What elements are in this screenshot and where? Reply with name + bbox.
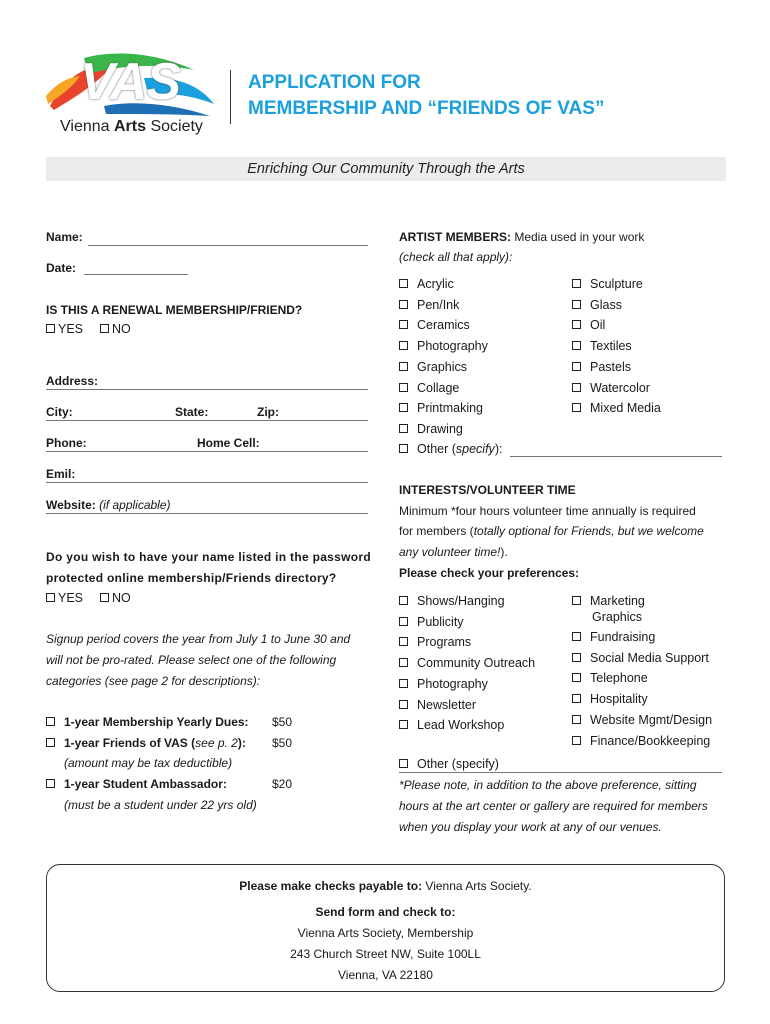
pref-col1-label: Programs	[417, 635, 472, 650]
pref-col1-checkbox[interactable]	[399, 700, 408, 709]
pref-col2-item	[572, 630, 655, 644]
directory-no-checkbox[interactable]	[100, 593, 109, 602]
media-col2-checkbox[interactable]	[572, 341, 581, 350]
media-col2-item	[572, 360, 631, 374]
pref-col1-item	[399, 698, 476, 712]
media-col2-item	[572, 401, 661, 415]
pref-col1-checkbox[interactable]	[399, 679, 408, 688]
header-divider	[230, 70, 231, 124]
media-col1-item	[399, 318, 470, 332]
renewal-yes-checkbox[interactable]	[46, 324, 55, 333]
email-field[interactable]	[46, 482, 368, 483]
sitting-note-3: when you display your work at any of our venues.	[399, 820, 662, 834]
pref-col2-checkbox[interactable]	[572, 694, 581, 703]
media-col1-item	[399, 401, 483, 415]
category-student-checkbox[interactable]	[46, 779, 55, 788]
phone-label: Phone:	[46, 436, 87, 450]
send-form-line: Send form and check to:	[315, 905, 456, 919]
media-col2-item	[572, 381, 650, 395]
renewal-no-label: NO	[111, 322, 131, 336]
mail-address-3: Vienna, VA 22180	[338, 968, 433, 982]
logo-vas-text: VAS	[80, 53, 181, 111]
email-label: Emil:	[46, 467, 76, 481]
media-col1-label: Graphics	[417, 359, 468, 374]
artist-members-heading-row	[399, 230, 644, 244]
pref-col1-item	[399, 615, 464, 629]
website-label: Website:	[46, 498, 96, 512]
pref-col2-checkbox[interactable]	[572, 596, 581, 605]
media-col2-item	[572, 339, 632, 353]
renewal-yes-label: YES	[58, 322, 84, 336]
pref-col2-item	[572, 713, 712, 727]
media-col1-label: Acrylic	[417, 277, 454, 291]
checks-payable-line: Please make checks payable to: Vienna Arts Society.	[239, 879, 532, 893]
pref-col2-label: Website Mgmt/Design	[590, 713, 713, 727]
pref-col2-label: Telephone	[590, 671, 648, 685]
pref-col2-checkbox[interactable]	[572, 632, 581, 641]
pref-col1-item	[399, 718, 504, 732]
media-col1-checkbox[interactable]	[399, 403, 408, 412]
media-col1-item	[399, 422, 463, 436]
volunteer-minimum-1: Minimum *four hours volunteer time annually is required	[399, 504, 696, 518]
media-col1-checkbox[interactable]	[399, 320, 408, 329]
pref-other-field[interactable]	[399, 772, 722, 773]
media-col1-item	[399, 360, 467, 374]
media-col2-item	[572, 298, 622, 312]
directory-yes-checkbox[interactable]	[46, 593, 55, 602]
directory-options	[46, 591, 131, 605]
address-label: Address:	[46, 374, 99, 388]
media-col1-label: Drawing	[417, 421, 463, 436]
pref-col1-item	[399, 656, 535, 670]
pref-col1-checkbox[interactable]	[399, 596, 408, 605]
directory-question-1: Do you wish to have your name listed in the password	[46, 550, 371, 564]
artist-media-text: Media used in your work	[511, 230, 645, 244]
pref-col2-label: Hospitality	[590, 692, 648, 706]
mail-address-1: Vienna Arts Society, Membership	[297, 926, 474, 940]
pref-col1-label: Newsletter	[417, 697, 477, 712]
pref-col2-label: Finance/Bookkeeping	[590, 734, 711, 748]
media-col1-checkbox[interactable]	[399, 279, 408, 288]
media-other-row: Other (specify):	[399, 442, 502, 456]
media-col1-checkbox[interactable]	[399, 300, 408, 309]
category-student-label: 1-year Student Ambassador:	[64, 777, 227, 791]
directory-no-label: NO	[111, 591, 131, 605]
media-col2-checkbox[interactable]	[572, 383, 581, 392]
media-col1-label: Printmaking	[417, 401, 483, 416]
pref-col1-item	[399, 677, 488, 691]
pref-col2-checkbox[interactable]	[572, 736, 581, 745]
media-col1-label: Pen/Ink	[417, 297, 460, 312]
date-label: Date:	[46, 261, 77, 275]
zip-label: Zip:	[257, 405, 279, 419]
city-state-zip-field[interactable]	[46, 420, 368, 421]
category-student-price: $20	[272, 777, 293, 791]
directory-yes-label: YES	[58, 591, 84, 605]
website-label-row	[46, 498, 171, 512]
media-col1-item	[399, 277, 454, 291]
media-col1-item	[399, 339, 488, 353]
media-col2-label: Sculpture	[590, 277, 643, 291]
date-field[interactable]	[84, 274, 188, 275]
media-col2-label: Watercolor	[590, 380, 650, 395]
page-title-line1: APPLICATION FOR	[248, 72, 421, 93]
pref-col2-label: Marketing	[590, 594, 645, 608]
artist-members-heading: ARTIST MEMBERS:	[399, 230, 511, 244]
pref-col2-label: Graphics	[592, 610, 643, 624]
category-student-note: (must be a student under 22 yrs old)	[64, 798, 257, 812]
category-membership-checkbox[interactable]	[46, 717, 55, 726]
media-col1-checkbox[interactable]	[399, 341, 408, 350]
sitting-note-1: *Please note, in addition to the above preference, sitting	[399, 778, 697, 792]
pref-col1-checkbox[interactable]	[399, 720, 408, 729]
pref-col1-label: Shows/Hanging	[417, 594, 505, 608]
category-friends-checkbox[interactable]	[46, 738, 55, 747]
city-label: City:	[46, 405, 73, 419]
category-membership-label: 1-year Membership Yearly Dues:	[64, 715, 249, 729]
media-col1-label: Ceramics	[417, 318, 470, 333]
pref-col2-item	[572, 651, 709, 665]
vas-logo	[44, 48, 216, 140]
website-field[interactable]	[46, 513, 368, 514]
pref-col2-item	[572, 734, 710, 748]
pref-col1-label: Photography	[417, 676, 488, 691]
pref-other-row	[399, 757, 499, 771]
website-note: (if applicable)	[99, 498, 171, 512]
pref-col2-item	[592, 610, 642, 624]
interests-heading: INTERESTS/VOLUNTEER TIME	[399, 483, 576, 497]
category-student	[46, 777, 227, 791]
media-col1-checkbox[interactable]	[399, 362, 408, 371]
media-col2-label: Pastels	[590, 359, 631, 374]
media-col2-label: Mixed Media	[590, 401, 661, 416]
media-col2-checkbox[interactable]	[572, 300, 581, 309]
phone-field[interactable]	[46, 451, 368, 452]
pref-col2-label: Fundraising	[590, 630, 656, 644]
artist-check-note: (check all that apply):	[399, 250, 513, 264]
media-col2-label: Glass	[590, 297, 622, 312]
media-col2-checkbox[interactable]	[572, 279, 581, 288]
mail-address-2: 243 Church Street NW, Suite 100LL	[290, 947, 481, 961]
media-col2-item	[572, 277, 643, 291]
signup-text-1: Signup period covers the year from July 1 to June 30 and	[46, 632, 351, 646]
media-other-checkbox[interactable]	[399, 444, 408, 453]
media-col2-item	[572, 318, 605, 332]
category-friends-price: $50	[272, 736, 293, 750]
category-friends: 1-year Friends of VAS (see p. 2):	[46, 736, 246, 750]
pref-col2-item	[572, 671, 648, 685]
payment-info-box	[46, 864, 725, 992]
pref-col2-label: Social Media Support	[590, 651, 709, 665]
renewal-question: IS THIS A RENEWAL MEMBERSHIP/FRIEND?	[46, 303, 303, 317]
logo-subtitle: Vienna Arts Society	[60, 118, 203, 135]
pref-col2-item	[572, 594, 645, 608]
pref-col1-checkbox[interactable]	[399, 658, 408, 667]
pref-col2-checkbox[interactable]	[572, 673, 581, 682]
media-col2-checkbox[interactable]	[572, 320, 581, 329]
media-col1-label: Photography	[417, 339, 488, 354]
tagline-bar: Enriching Our Community Through the Arts	[46, 157, 726, 181]
pref-col2-checkbox[interactable]	[572, 715, 581, 724]
signup-text-3: categories (see page 2 for descriptions):	[46, 674, 261, 688]
renewal-options	[46, 322, 131, 336]
media-col1-checkbox[interactable]	[399, 424, 408, 433]
directory-question-2: protected online membership/Friends directory?	[46, 571, 337, 585]
category-friends-note: (amount may be tax deductible)	[64, 756, 233, 770]
volunteer-minimum-2: for members (totally optional for Friends, but we welcome	[399, 524, 704, 538]
media-col2-checkbox[interactable]	[572, 362, 581, 371]
media-col1-label: Collage	[417, 380, 460, 395]
media-col2-label: Textiles	[590, 339, 632, 354]
state-label: State:	[175, 405, 209, 419]
pref-other-label: Other (specify)	[417, 757, 499, 771]
pref-col1-label: Community Outreach	[417, 656, 536, 671]
volunteer-minimum-3: any volunteer time!).	[399, 545, 508, 559]
pref-col2-checkbox[interactable]	[572, 653, 581, 662]
media-col1-item	[399, 381, 459, 395]
pref-col1-checkbox[interactable]	[399, 617, 408, 626]
category-membership	[46, 715, 249, 729]
category-membership-price: $50	[272, 715, 293, 729]
name-field[interactable]	[88, 245, 368, 246]
pref-col1-checkbox[interactable]	[399, 637, 408, 646]
homecell-label: Home Cell:	[197, 436, 260, 450]
page-title-line2: MEMBERSHIP AND “FRIENDS OF VAS”	[248, 98, 605, 119]
pref-col1-label: Publicity	[417, 614, 464, 629]
signup-text-2: will not be pro-rated. Please select one of the following	[46, 653, 337, 667]
preferences-heading: Please check your preferences:	[399, 566, 580, 580]
pref-col1-item	[399, 594, 505, 608]
media-col1-item	[399, 298, 459, 312]
media-col2-checkbox[interactable]	[572, 403, 581, 412]
media-col2-label: Oil	[590, 318, 606, 333]
pref-other-checkbox[interactable]	[399, 759, 408, 768]
pref-col1-item	[399, 635, 471, 649]
name-label: Name:	[46, 230, 83, 244]
renewal-no-checkbox[interactable]	[100, 324, 109, 333]
pref-col1-label: Lead Workshop	[417, 718, 505, 733]
media-col1-checkbox[interactable]	[399, 383, 408, 392]
sitting-note-2: hours at the art center or gallery are required for members	[399, 799, 708, 813]
address-field[interactable]	[46, 389, 368, 390]
pref-col2-item	[572, 692, 648, 706]
media-other-field[interactable]	[510, 456, 722, 457]
